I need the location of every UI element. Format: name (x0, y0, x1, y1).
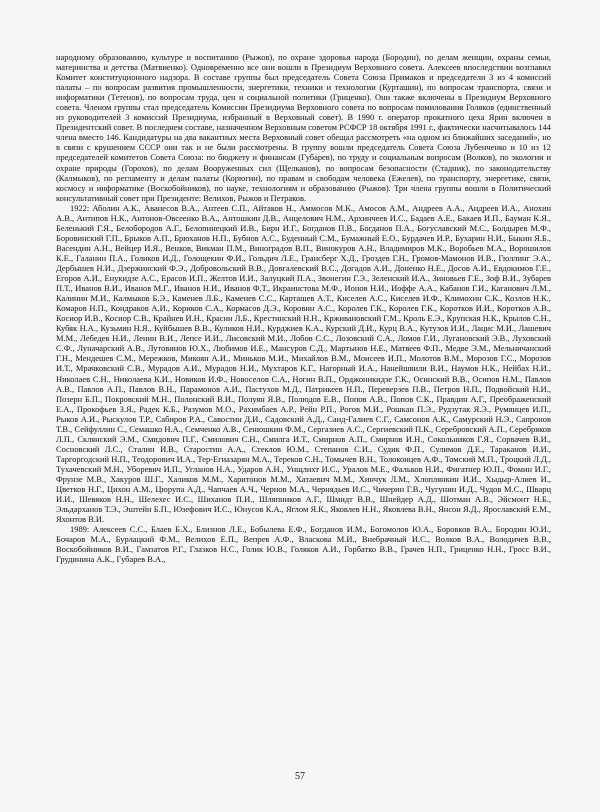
page-number: 57 (295, 771, 305, 782)
page-body (56, 52, 551, 564)
members-1922-list: 1922: Аболин А.К., Аванесов В.А., Антеев С.П., Айтаков Н., Аммосов М.К., Амосов А.М., Андреев А.А., Андреев И.А., Анохин А.В., Антипов Н.К., Антонов-Овсеенко В.А., Антошкин Д.В., Анцелович Н.М., Архинчеев И.С., Бадаев А.Е., Бакаев И.П., Бауман К.Я., Беленький Г.Я., Белобородов А.Г., Белопинецкий И.В., Бирн И.Г., Богданов П.В., Богданов П.А., Богуславский М.С., Болдырев М.Ф., Боровинский Г.П., Брыков А.П., Брюханов Н.П., Бубнов А.С., Буденный С.М., Бумажный Е.О., Бурдачев И.Р., Бухарин Н.И., Быкин Я.Б., Васендин А.Н., Вейцер И.Я., Венков, Викман П.М., Виноградов В.П., Винокуров А.Н., Владимиров М.К., Воробьев М.А., Ворошилов К.Е., Галанин П.А., Голиков И.Д., Голощекин Ф.И., Гольдич Л.Е., Грансберг Х.Д., Гроздев Г.Н., Громов-Мамонов И.В., Гюллинг Э.А., Дербышев Н.И., Дзержинский Ф.Э., Добровольский В.В., Довгалевский В.С., Догадов А.И., Доненко Н.Е., Досов А.И., Евдокимов Г.Е., Егоров А.И., Енукидзе А.С., Ерасов И.П., Желтов И.И., Залуцкий П.А., Звонегин Г.Э., Зеленский И.А., Зиновьев Г.Е., Зоф В.И., Зубарев П.Т., Иванов В.И., Иванов М.Г., Иванов Н.И., Иванов Ф.Т., Икраинстова М.Ф., Ионов Н.И., Иоффе А.А., Кабанов Г.И., Каганович Л.М., Калинин М.И., Калмыков Б.Э., Каменев Л.Б., Каменев С.С., Карташев А.Т., Киселев А.С., Киселев И.Ф., Климохин С.К., Козлов Н.К., Комаров Н.П., Кондраков А.И., Кориков С.А., Кормасов Д.Э., Коровин А.С., Королев Г.К., Королев Г.К., Коротков И.И., Коротков А.В., Косиор И.В., Косиор С.В., Крайнев И.Н., Красин Л.Б., Крестинский Н.Н., Крживановский Г.М., Кроль Е.Э., Крупская Н.К., Крылов С.Н., Кубяк Н.А., Кузьмин Н.Я., Куйбышев В.В., Куликов Н.И., Курджиев К.А., Курский Д.И., Курц В.А., Кутузов И.И., Лацис М.И., Лашевич М.М., Лебедев Н.И., Ленин В.И., Лепсе И.И., Лисовский М.И., Лобов С.С., Лозовский С.А., Ломов Г.И., Лугановский Э.В., Луховский С.Ф., Луначарский А.В., Лутовинов Ю.Х., Любимов И.Е., Мансуров С.Д., Мартынов Н.Е., Матвеев Ф.П., Медве Э.М., Мельничанский Г.Н., Мендешев С.М., Мережков, Микоян А.И., Миньков М.И., Михайлов В.М., Моисеев И.П., Молотов В.М., Морозов Г.С., Морозов И.Т., Мрачковский С.В., Мурадов А.И., Мурадов Н.И., Мухтаров К.Г., Нагорный И.А., Нанейшвили В.И., Наумов Н.К., Нейбах Н.И., Николаев С.Н., Николаева К.И., Новиков И.Ф., Новоселов С.А., Ногин В.П., Орджоникидзе Г.К., Осинский В.В., Осипов Н.М., Павлов А.В., Павлов А.П., Павлов В.Н., Парамонов А.И., Пастухов М.Д., Патрикеев Н.П., Переверзев П.В., Петров Н.П., Подвойский Н.И., Позерн Б.П., Покровский М.Н., Полонский В.И., Полуян Я.В., Полюдов Е.В., Попов А.В., Попов С.К., Правдин А.Г., Преображенский Е.А., Прокофьев З.Я., Радек К.Б., Разумов М.О., Рахимбаев А.Р., Рейн Р.П., Рогов М.И., Рошкан П.Э., Рудзутак Я.Э., Румянцев И.П., Рыков А.И., Рыскулов Т.Р., Сабиров Р.А., Савостин Д.И., Садовский А.Д., Саид-Галиев С.Г., Самсонов А.К., Самурский Н.Э., Сапронов Т.В., Сейфуллин С., Семашко Н.А., Семченко А.В., Сенюшкин Ф.М., Сергазиев А.С., Сергиевский П.К., Серебровский А.П., Серебряков Л.П., Склянский Э.М., Смидович П.Г., Смилович С.Н., Смилга И.Т., Смирнов А.П., Смирнов И.Н., Сокольников Г.Я., Сорвачев В.И., Сосновский Л.С., Сталин И.В., Старостин А.А., Стеклов Ю.М., Степанов С.И., Судик Ф.П., Сулимов Д.Е., Тараканов И.И., Таргоргодский Н.П., Теодорович И.А., Тер-Егиазарян М.А., Тереков С.Н., Томычев В.Н., Толоконцев А.Ф., Томский М.П., Троцкий Л.Д., Тухачевский М.Н., Уборевич И.П., Угланов Н.А., Ударов А.Н., Унщлихт И.С., Уралов М.Е., Фальков Н.И., Фигатнер Ю.П., Фомин И.Г., Фрунзе М.В., Хакуров Ш.Г., Халиков М.М., Харитонов М.М., Хатаевич М.М., Хинчук Л.М., Хлоплянкин И.И., Хыдыр-Алиев И., Цветков Н.Г., Цихон А.М., Цюрупа А.Д., Чапчаев А.Ч., Чернов М.А., Чернядьев И.С., Чичерин Г.В., Чугунин И.Д., Чудов М.С., Шварц И.И., Шевяков Н.Н., Шелехес И.С., Шиханов П.И., Шляпников А.Г., Шмидт В.В., Шнейдер А.Д., Шотман А.В., Эйсмонт Н.Б., Эльдарханов Т.Э., Эштейн Б.П., Юзефович И.С., Юнусов К.А., Яглом Я.К., Яковлев Н.Н., Яковлева В.Н., Янсон Я.Д., Ярославский Е.М., Яхонтов В.И. (56, 202, 551, 525)
members-1989-list: 1989: Алексеев С.С., Блаев Б.Х., Близнов Л.Е., Бобылева Е.Ф., Богданов И.М., Богомолов Ю.А., Боровков В.А., Бородин Ю.И., Бочаров М.А., Бурлацкий Ф.М., Велихов Е.П., Вепрев А.Ф., Власкова М.И., Внебрачный И.С., Волков В.А., Володичев В.В., Воскобойников В.И., Гамзатов Р.Г., Глазков Н.С., Голик Ю.В., Голяков А.И., Горбатко В.В., Грачев Н.П., Гриценко Н.Н., Гросс В.И., Грудинина А.К., Губарев В.А., (56, 524, 551, 565)
intro-paragraph: народному образованию, культуре и воспитанию (Рыжов), по охране здоровья народа (Бородин), по делам женщин, охраны семьи, материнства и детства (Матвиенко). Одновременно все они вошли в Президиум Верховного совета. Алексеев впоследствии возглавил Комитет конституционного надзора. В составе группы был председатель Совета Союза Примаков и председатели 3 из 4 комиссий палаты – по вопросам развития промышленности, энергетики, техники и технологии (Курташин), по вопросам транспорта, связи и информатики (Тетенов), по вопросам труда, цен и социальной политики (Гриценко). Они также включены в Президиум Верховного совета. Членом группы стал председатель Комиссии Президиума Верховного совета по вопросам помилования Голяков (единственный из руководителей 3 комиссий Президиума, избранный в Верховный совет). В 1990 г. оператор прокатного цеха Ярин включен в Президентский совет. В последнем составе, назначенном Верховным советом РСФСР 18 октября 1991 г., фактически насчитывалось 144 члена вместо 146. Кандидатуры на два вакантных места Верховный совет обещал рассмотреть «на одном из ближайших заседаний», но в связи с крушением СССР они так и не были рассмотрены. В группу вошли председатель Совета Союза Лубенченко и 10 из 12 председателей комитетов Совета Союза: по бюджету и финансам (Губарев), по труду и социальным вопросам (Волков), по экологии и охране природы (Горохов), по делам Вооруженных сил (Щелканов), по вопросам безопасности (Стадник), по законодательству (Калмыков), по регламенту и делам палаты (Корюгин), по правам и свободам человека (Ежелев), по транспорту, энергетике, связи, космосу и информатике (Воскобойников), по науке, технологиям и образованию (Рыжов). Три члена группы вошли в Политический консультативный совет при Президенте: Велихов, Рыжов и Петраков. (56, 52, 551, 203)
